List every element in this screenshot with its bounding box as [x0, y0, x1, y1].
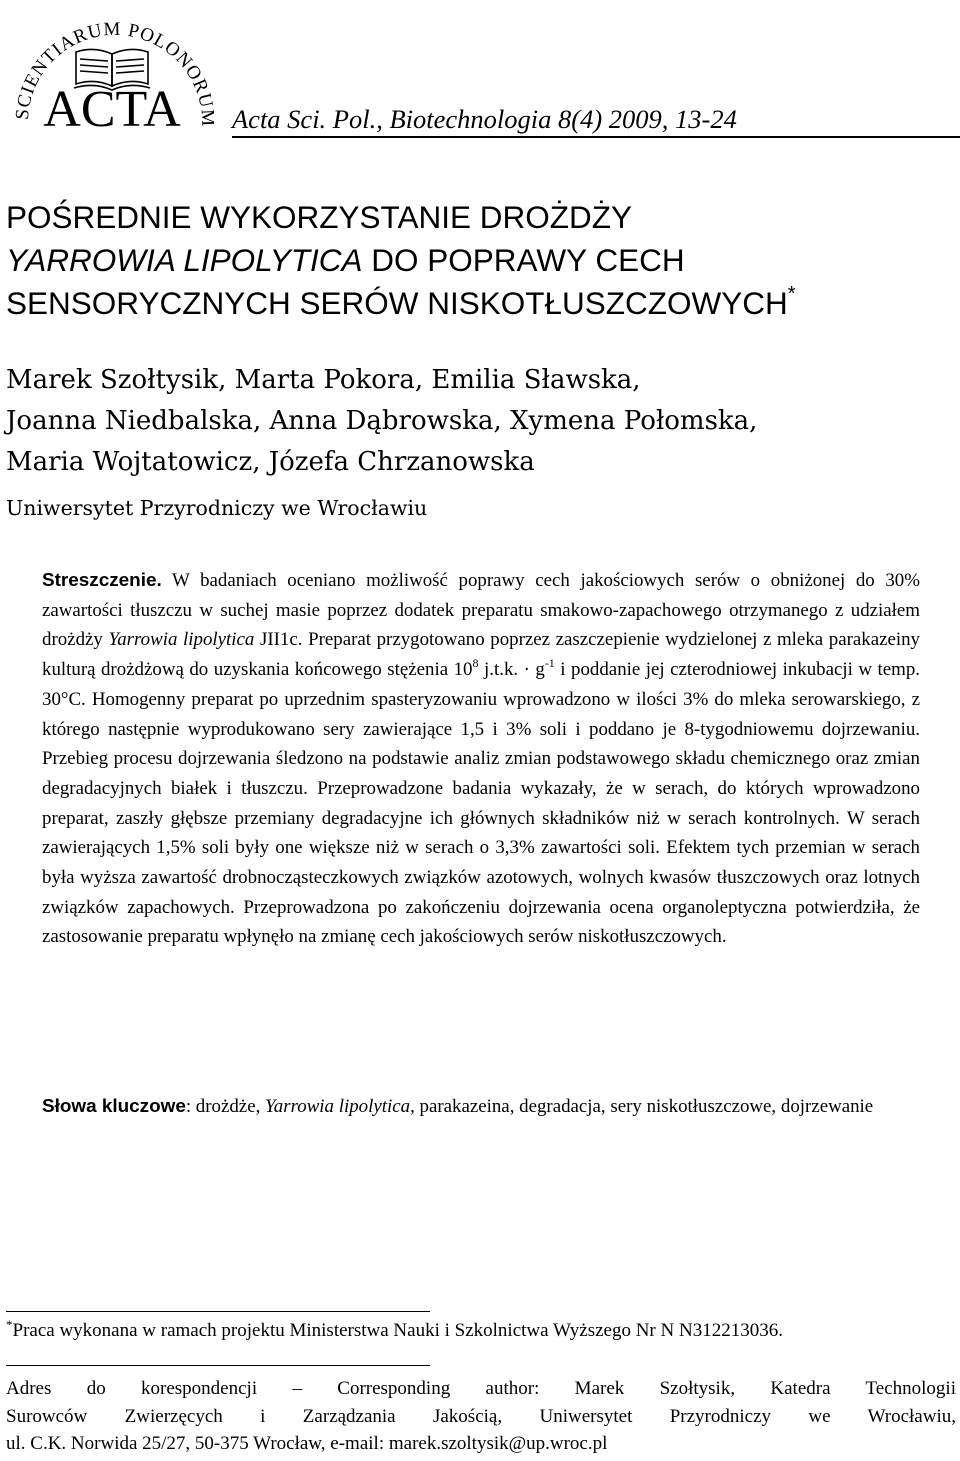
keywords [42, 1092, 920, 1122]
title-line-2-rest: DO POPRAWY CECH [362, 242, 685, 278]
footnote-rule-1 [6, 1311, 430, 1312]
author-list [6, 360, 956, 483]
abstract-label: Streszczenie. [42, 570, 162, 591]
footnote-text: Praca wykonana w ramach projektu Ministerstwa Nauki i Szkolnictwa Wyższego Nr N N312213036. [12, 1320, 783, 1341]
logo-main-text: ACTA [43, 81, 181, 132]
address-line-2: Surowców Zwierzęcych i Zarządzania Jakością, Uniwersytet Przyrodniczy we Wrocławiu, [6, 1405, 956, 1427]
keywords-rest: , parakazeina, degradacja, sery niskotłuszczowe, dojrzewanie [410, 1096, 874, 1117]
authors-line-2: Joanna Niedbalska, Anna Dąbrowska, Xymena Połomska, [6, 406, 758, 436]
title-species: YARROWIA LIPOLYTICA [6, 242, 363, 278]
authors-line-1: Marek Szołtysik, Marta Pokora, Emilia Sławska, [6, 365, 641, 395]
title-footnote-mark: * [787, 283, 796, 305]
journal-citation [232, 104, 737, 135]
footnote-mark: * [6, 1317, 13, 1332]
abstract-exponent-1: 8 [472, 656, 479, 671]
keywords-label: Słowa kluczowe [42, 1096, 186, 1117]
header-rule [232, 136, 960, 138]
journal-volume: , Biotechnologia 8(4) 2009, 13-24 [376, 104, 737, 134]
abstract-part-3: j.t.k. · g [478, 659, 545, 681]
logo-arc-text: SCIENTIARUM POLONOR [11, 18, 213, 121]
abstract-species: Yarrowia lipolytica [108, 629, 255, 651]
abstract-part-2: JII1c. Preparat przygotowano poprzez zaszczepienie wydzielonej z mleka parakazeiny kulturą drożdżową do uzyskania końcowego stężenia 10 [42, 629, 920, 681]
title-line-3 [6, 282, 956, 325]
funding-footnote [6, 1317, 956, 1342]
keywords-sep: : drożdże, [185, 1096, 266, 1117]
authors-line-3: Maria Wojtatowicz, Józefa Chrzanowska [6, 447, 535, 477]
abstract-part-4: i poddanie jej czterodniowej inkubacji w temp. 30°C. Homogenny preparat po uprzednim spasteryzowaniu wprowadzono w ilości 3% do mleka serowarskiego, z którego następnie wyprodukowano sery zawierające 1,5 i 3% soli i poddano je 8-tygodniowemu dojrzewaniu. Przebieg procesu dojrzewania śledzono na podstawie analiz zmian podstawowego składu chemicznego oraz zmian degradacyjnych białek i tłuszczu. Przeprowadzone badania wykazały, że w serach, do których wprowadzono preparat, zaszły głębsze przemiany degradacyjne ich głównych składników niż w serach kontrolnych. W serach zawierających 1,5% soli były one większe niż w serach o 3,3% zawartości soli. Efektem tych przemian w serach była wyższa zawartość drobnocząsteczkowych związków azotowych, wolnych kwasów tłuszczowych oraz lotnych związków zapachowych. Przeprowadzona po zakończeniu dojrzewania ocena organoleptyczna potwierdziła, że zastosowanie preparatu wpłynęło na zmianę cech jakościowych serów niskotłuszczowych. [42, 659, 920, 948]
title-line-2 [6, 239, 956, 282]
journal-logo [6, 4, 214, 132]
acta-logo-svg [6, 4, 214, 132]
address-line-3: ul. C.K. Norwida 25/27, 50-375 Wrocław, e-mail: marek.szoltysik@up.wroc.pl [6, 1433, 608, 1454]
address-line-1: Adres do korespondencji – Corresponding author: Marek Szołtysik, Katedra Technologii [6, 1378, 956, 1399]
footnote-rule-2 [6, 1365, 430, 1366]
abstract-part-1: W badaniach oceniano możliwość poprawy cech jakościowych serów o obniżonej do 30% zawartości tłuszczu w suchej masie poprzez dodatek preparatu smakowo-zapachowego otrzymanego z udziałem drożdży [42, 570, 920, 651]
correspondence-address [6, 1375, 956, 1458]
title-line-1: POŚREDNIE WYKORZYSTANIE DROŻDŻY [6, 199, 632, 235]
affiliation: Uniwersytet Przyrodniczy we Wrocławiu [6, 496, 428, 520]
abstract [42, 566, 920, 952]
journal-abbrev: Acta Sci. Pol. [232, 104, 377, 134]
article-title [6, 196, 956, 325]
title-line-3-text: SENSORYCZNYCH SERÓW NISKOTŁUSZCZOWYCH [6, 285, 788, 321]
keywords-species: Yarrowia lipolytica [265, 1096, 411, 1117]
abstract-exponent-2: -1 [544, 656, 555, 671]
